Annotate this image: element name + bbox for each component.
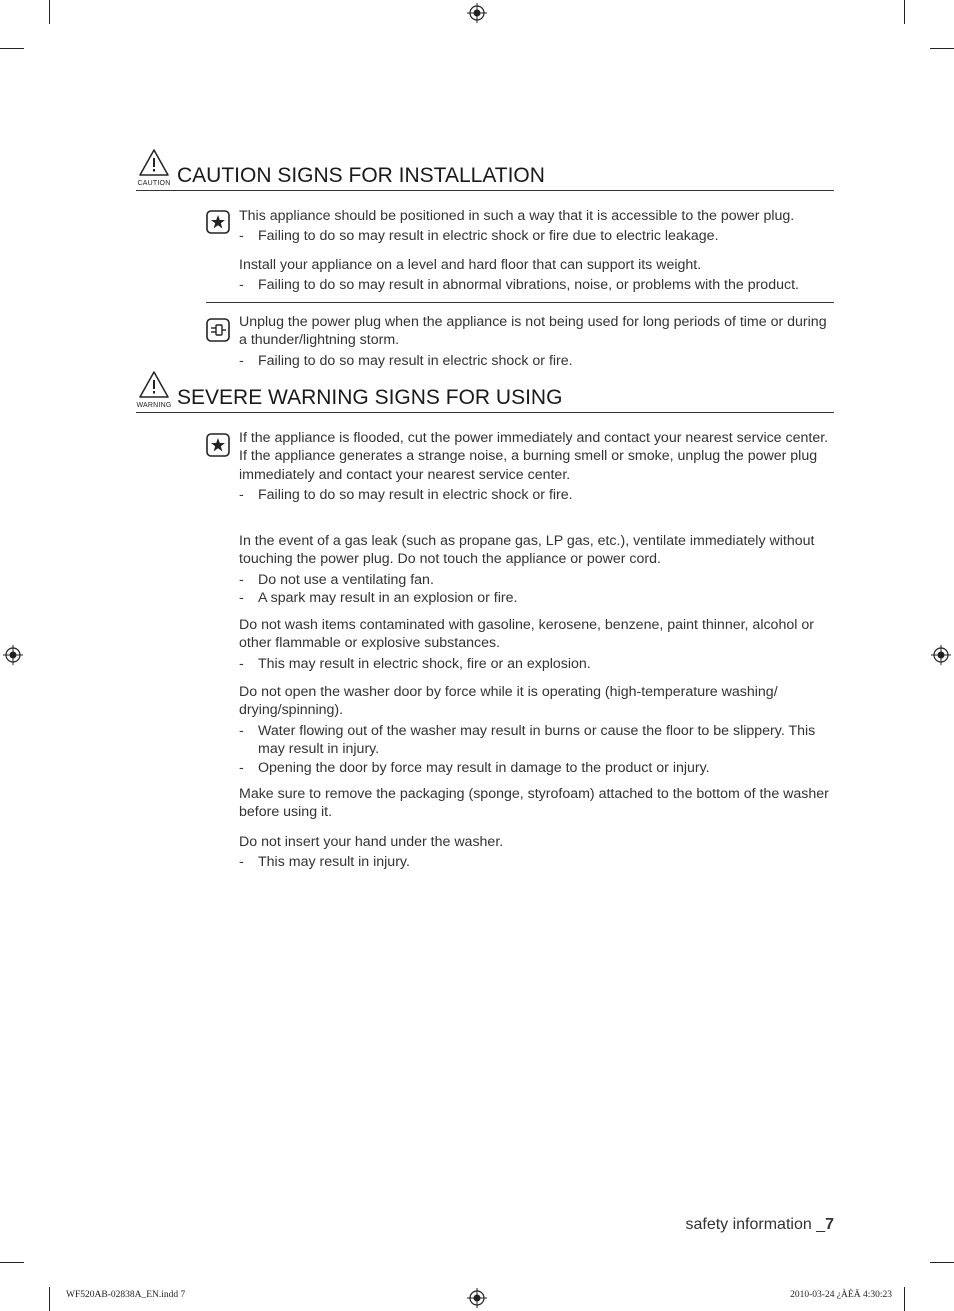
crop-mark <box>49 1287 50 1311</box>
bullet-item: - Opening the door by force may result in damage to the product or injury. <box>239 759 710 776</box>
instruction-text: Install your appliance on a level and hard floor that can support its weight. <box>239 257 702 273</box>
instruction-text: Make sure to remove the packaging (sponge, styrofoam) attached to the bottom of the washer before using it. <box>239 786 829 821</box>
bullet-text: This may result in electric shock, fire or an explosion. <box>258 655 591 672</box>
instruction-text: Do not open the washer door by force while it is operating (high-temperature washing/ drying/spinning). <box>239 684 778 719</box>
slug-file-name: WF520AB-02838A_EN.indd 7 <box>66 1290 186 1300</box>
warning-sign <box>136 370 172 412</box>
bullet-item: - This may result in injury. <box>239 854 410 871</box>
registration-mark-icon <box>467 3 487 23</box>
bullet-text: Failing to do so may result in electric shock or fire. <box>258 352 573 369</box>
star-badge-icon <box>206 433 230 457</box>
instruction-block <box>239 313 835 370</box>
instruction-block <box>239 785 835 822</box>
bullet-item: - Water flowing out of the washer may result in burns or cause the floor to be slippery. This may result in injury. <box>239 722 816 758</box>
crop-mark <box>0 48 24 49</box>
warning-section-header <box>136 370 834 413</box>
instruction-text: If the appliance is flooded, cut the power immediately and contact your nearest service center. <box>239 430 829 446</box>
instruction-block <box>239 616 835 673</box>
slug-timestamp: 2010-03-24 ¿ÀÈÄ 4:30:23 <box>790 1290 892 1300</box>
registration-mark-icon <box>3 645 23 665</box>
warning-triangle-icon <box>136 148 172 178</box>
sign-label: CAUTION <box>137 180 171 187</box>
instruction-text: If the appliance generates a strange noise, a burning smell or smoke, unplug the power plug immediately and contact your nearest service center. <box>239 448 818 483</box>
instruction-text: In the event of a gas leak (such as propane gas, LP gas, etc.), ventilate immediately without touching the power plug. Do not touch the appliance or power cord. <box>239 533 815 568</box>
star-badge-icon <box>206 210 230 234</box>
instruction-text: Do not wash items contaminated with gasoline, kerosene, benzene, paint thinner, alcohol or other flammable or explosive substances. <box>239 617 814 652</box>
caution-sign <box>136 148 172 190</box>
bullet-text: A spark may result in an explosion or fire. <box>258 590 518 607</box>
footer-section-name: safety information _ <box>685 1216 826 1233</box>
instruction-block <box>239 683 835 777</box>
crop-mark <box>904 1287 905 1311</box>
instruction-block <box>239 833 835 872</box>
crop-mark <box>49 0 50 24</box>
bullet-text: Opening the door by force may result in damage to the product or injury. <box>258 759 710 776</box>
bullet-text: Failing to do so may result in abnormal vibrations, noise, or problems with the product. <box>258 277 799 294</box>
sign-label: WARNING <box>136 402 172 409</box>
crop-mark <box>930 48 954 49</box>
bullet-text: Failing to do so may result in electric shock or fire. <box>258 487 573 504</box>
bullet-item: - Failing to do so may result in electric shock or fire. <box>239 487 573 504</box>
section-title: CAUTION SIGNS FOR INSTALLATION <box>177 164 545 187</box>
bullet-item: - A spark may result in an explosion or fire. <box>239 590 518 607</box>
bullet-text: Failing to do so may result in electric shock or fire due to electric leakage. <box>258 228 719 245</box>
bullet-text: This may result in injury. <box>258 854 410 871</box>
registration-mark-icon <box>467 1288 487 1308</box>
unplug-icon <box>206 318 230 342</box>
instruction-block <box>239 256 835 295</box>
caution-section-header <box>136 148 834 191</box>
bullet-text: Water flowing out of the washer may result in burns or cause the floor to be slippery. This may result in injury. <box>258 722 816 758</box>
bullet-item: - This may result in electric shock, fire or an explosion. <box>239 655 591 672</box>
section-title: SEVERE WARNING SIGNS FOR USING <box>177 386 563 409</box>
bullet-item: - Failing to do so may result in electric shock or fire due to electric leakage. <box>239 228 719 245</box>
bullet-text: Do not use a ventilating fan. <box>258 571 434 588</box>
page-number: 7 <box>825 1216 834 1233</box>
crop-mark <box>904 0 905 24</box>
instruction-block <box>239 207 835 246</box>
crop-mark <box>0 1262 24 1263</box>
instruction-text: This appliance should be positioned in such a way that it is accessible to the power plug. <box>239 208 795 224</box>
crop-mark <box>930 1262 954 1263</box>
bullet-item: - Failing to do so may result in electric shock or fire. <box>239 352 573 369</box>
bullet-item: - Do not use a ventilating fan. <box>239 571 434 588</box>
warning-triangle-icon <box>136 370 172 400</box>
registration-mark-icon <box>931 645 951 665</box>
instruction-text: Do not insert your hand under the washer. <box>239 834 504 850</box>
instruction-block <box>239 429 835 505</box>
divider <box>206 302 834 303</box>
bullet-item: - Failing to do so may result in abnormal vibrations, noise, or problems with the product. <box>239 277 799 294</box>
page-footer <box>685 1216 834 1234</box>
instruction-text: Unplug the power plug when the appliance is not being used for long periods of time or during a thunder/lightning storm. <box>239 314 827 349</box>
instruction-block <box>239 532 835 608</box>
